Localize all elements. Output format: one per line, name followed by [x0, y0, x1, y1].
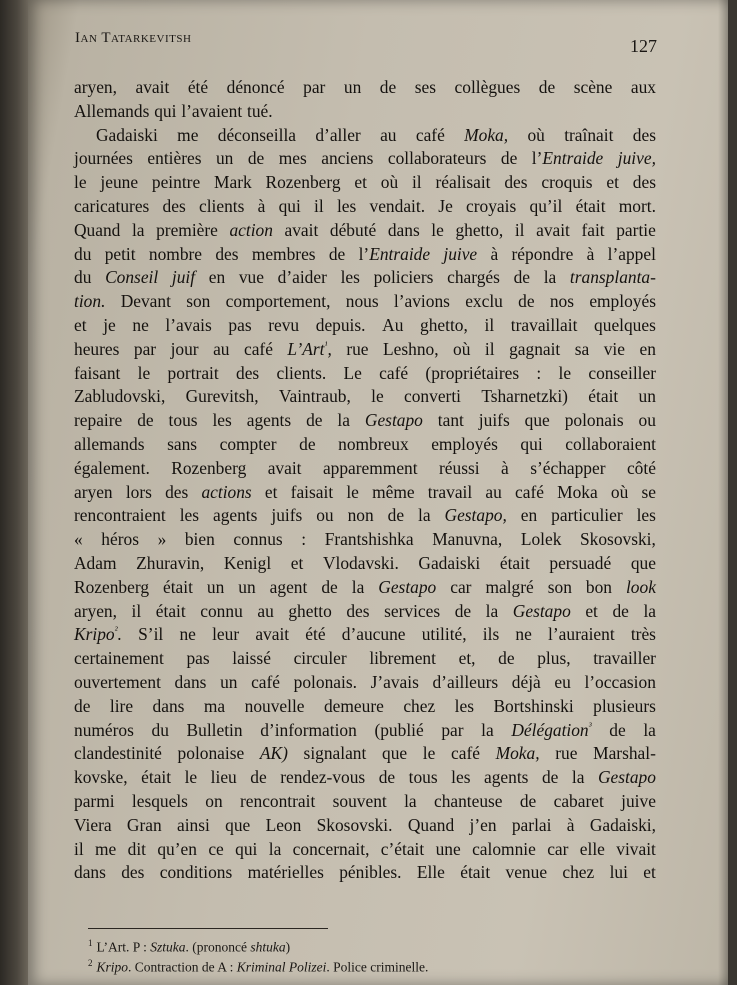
text-line: aryen, il était connu au ghetto des services de la Gestapo et de la [74, 600, 656, 621]
text-line: rencontraient les agents juifs ou non de la Gestapo, en particulier les [74, 505, 656, 526]
footnote-number: 2 [88, 958, 93, 968]
text-line: clandestinité polonaise AK) signalant que le café Moka, rue Marshal- [74, 743, 656, 764]
page-edge-shadow [718, 0, 728, 985]
text-line: tion. Devant son comportement, nous l’avions exclu de nos employés [74, 291, 656, 312]
footnote-number: 1 [88, 938, 93, 948]
text-line: numéros du Bulletin d’information (publié par la Délégation$^{^3}$ de la [74, 719, 656, 740]
text-line: heures par jour au café L’Art$^{^1}$, rue Leshno, où il gagnait sa vie en [74, 338, 656, 359]
text-line: Rozenberg était un un agent de la Gestapo car malgré son bon look [74, 576, 656, 597]
body-text [74, 76, 656, 885]
text-line: et je ne l’avais pas revu depuis. Au ghetto, il travaillait quelques [74, 314, 656, 335]
text-line: du Conseil juif en vue d’aider les policiers chargés de la transplanta- [74, 267, 656, 288]
text-line: ouvertement dans un café polonais. J’avais d’ailleurs déjà eu l’occasion [74, 671, 656, 692]
running-header [75, 28, 657, 56]
text-line: Gadaiski me déconseilla d’aller au café Moka, où traînait des [96, 124, 656, 145]
text-line: Viera Gran ainsi que Leon Skosovski. Quand j’en parlai à Gadaiski, [74, 814, 656, 835]
footnote-ref: ² [114, 625, 118, 637]
text-line: parmi lesquels on rencontrait souvent la chanteuse de cabaret juive [74, 790, 656, 811]
text-line: certainement pas laissé circuler librement et, de plus, travailler [74, 648, 656, 669]
text-line: dans des conditions matérielles pénibles. Elle était venue chez lui et [74, 862, 656, 883]
text-line: Quand la première action avait débuté dans le ghetto, il avait fait partie [74, 219, 656, 240]
page-number: 127 [630, 36, 657, 56]
text-line: aryen, avait été dénoncé par un de ses collègues de scène aux [74, 77, 656, 97]
text-line: journées entières un de mes anciens collaborateurs de l’Entraide juive, [74, 148, 656, 169]
footnote-rule [88, 928, 328, 929]
text-line: il me dit qu’en ce qui la concernait, c’était une calomnie car elle vivait [74, 838, 656, 859]
footnote-ref: ³ [588, 720, 592, 732]
text-line: Allemands qui l’avaient tué. [74, 100, 273, 121]
text-line: également. Rozenberg avait apparemment réussi à s’échapper côté [74, 457, 656, 478]
text-line: aryen lors des actions et faisait le même travail au café Moka où se [74, 481, 656, 502]
text-line: le jeune peintre Mark Rozenberg et où il réalisait des croquis et des [74, 172, 656, 193]
text-line: kovske, était le lieu de rendez-vous de tous les agents de la Gestapo [74, 767, 656, 788]
footnote: $^1$ L’Art. P : Sztuka. (prononcé shtuka) [88, 938, 291, 955]
text-line: Kripo$^{^2}$. S’il ne leur avait été d’aucune utilité, ils ne l’auraient très [74, 624, 656, 645]
text-line: caricatures des clients à qui il les vendait. Je croyais qu’il était mort. [74, 195, 656, 216]
footnote-ref: ¹ [324, 339, 328, 351]
text-line: faisant le portrait des clients. Le café (propriétaires : le conseiller [74, 362, 656, 383]
text-line: de lire dans ma nouvelle demeure chez les Bortshinski plusieurs [74, 695, 656, 716]
text-line: repaire de tous les agents de la Gestapo tant juifs que polonais ou [74, 410, 656, 431]
text-line: du petit nombre des membres de l’Entraide juive à répondre à l’appel [74, 243, 656, 264]
running-head-author: Ian Tatarkevitsh [75, 30, 192, 46]
footnote: $^2$ Kripo. Contraction de A : Kriminal Polizei. Police criminelle. [88, 958, 429, 975]
text-line: allemands sans compter de nombreux employés qui collaboraient [74, 433, 656, 454]
text-line: Zabludovski, Gurevitsh, Vaintraub, le converti Tsharnetzki) était un [74, 386, 656, 407]
text-line: Adam Zhuravin, Kenigl et Vlodavski. Gadaiski était persuadé que [74, 552, 656, 573]
text-line: « héros » bien connus : Frantshishka Manuvna, Lolek Skosovski, [74, 529, 656, 550]
